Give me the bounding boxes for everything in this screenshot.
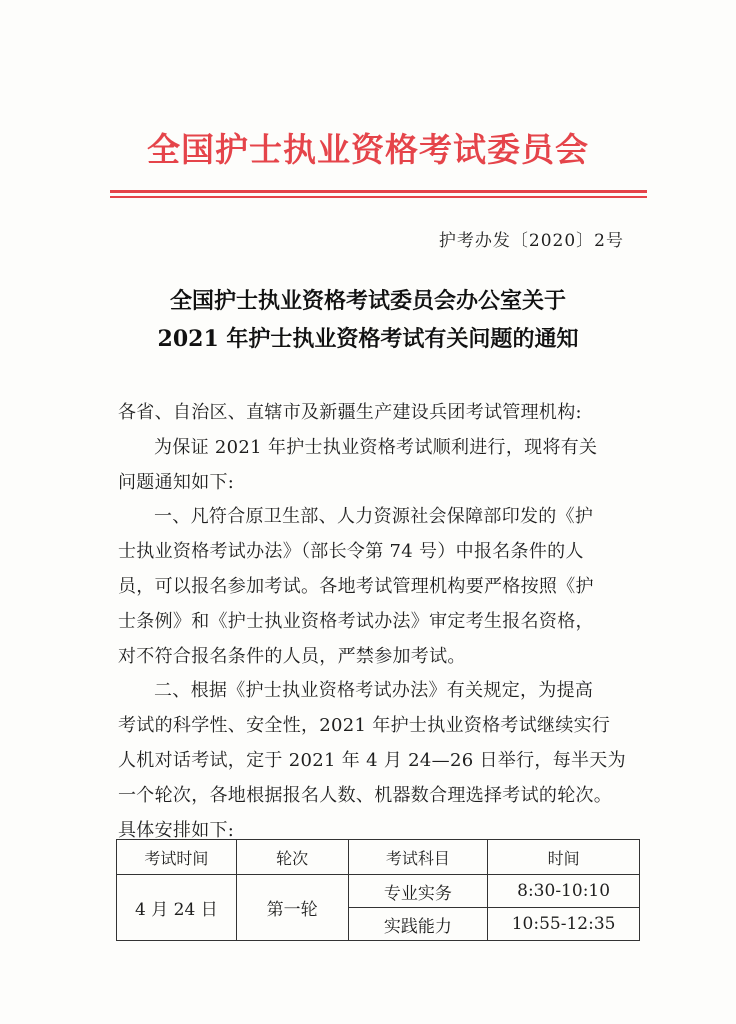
header-subject: 考试科目 xyxy=(348,840,488,875)
notice-title-line-1: 全国护士执业资格考试委员会办公室关于 xyxy=(169,288,566,314)
header-exam-date: 考试时间 xyxy=(117,840,237,875)
cell-subject: 专业实务 xyxy=(348,875,488,908)
cell-exam-date: 4 月 24 日 xyxy=(117,875,237,941)
notice-title-line-2: 2021 年护士执业资格考试有关问题的通知 xyxy=(157,326,579,352)
section1-line: 一、凡符合原卫生部、人力资源社会保障部印发的《护 xyxy=(154,506,594,528)
section1-line: 士条例》和《护士执业资格考试办法》审定考生报名资格， xyxy=(118,610,594,632)
intro-line: 问题通知如下: xyxy=(118,471,235,493)
notice-body xyxy=(118,396,634,848)
letterhead-rule-thin xyxy=(110,196,647,198)
table-header-row xyxy=(117,840,640,875)
header-time: 时间 xyxy=(488,840,640,875)
section1-line: 士执业资格考试办法》（部长令第 74 号）中报名条件的人 xyxy=(118,541,584,563)
cell-subject: 实践能力 xyxy=(348,908,488,941)
addressee-line: 各省、自治区、直辖市及新疆生产建设兵团考试管理机构: xyxy=(118,402,582,423)
cell-time: 8:30-10:10 xyxy=(488,875,640,908)
section2-line: 人机对话考试，定于 2021 年 4 月 24—26 日举行，每半天为 xyxy=(118,749,626,771)
document-number: 护考办发〔2020〕2号 xyxy=(438,231,624,251)
section2-line: 一个轮次，各地根据报名人数、机器数合理选择考试的轮次。 xyxy=(118,784,613,806)
table-row xyxy=(117,875,640,908)
org-letterhead: 全国护士执业资格考试委员会 xyxy=(147,130,589,169)
section1-line: 对不符合报名条件的人员，严禁参加考试。 xyxy=(118,645,466,667)
section2-line: 具体安排如下: xyxy=(118,819,235,841)
header-round: 轮次 xyxy=(236,840,348,875)
section2-line: 考试的科学性、安全性，2021 年护士执业资格考试继续实行 xyxy=(118,715,611,737)
cell-time: 10:55-12:35 xyxy=(488,908,640,941)
section2-line: 二、根据《护士执业资格考试办法》有关规定，为提高 xyxy=(154,680,594,702)
intro-line: 为保证 2021 年护士执业资格考试顺利进行，现将有关 xyxy=(154,436,598,458)
exam-schedule-table xyxy=(116,839,640,941)
letterhead-rule-thick xyxy=(110,190,647,193)
section1-line: 员，可以报名参加考试。各地考试管理机构要严格按照《护 xyxy=(118,575,594,597)
cell-round: 第一轮 xyxy=(236,875,348,941)
